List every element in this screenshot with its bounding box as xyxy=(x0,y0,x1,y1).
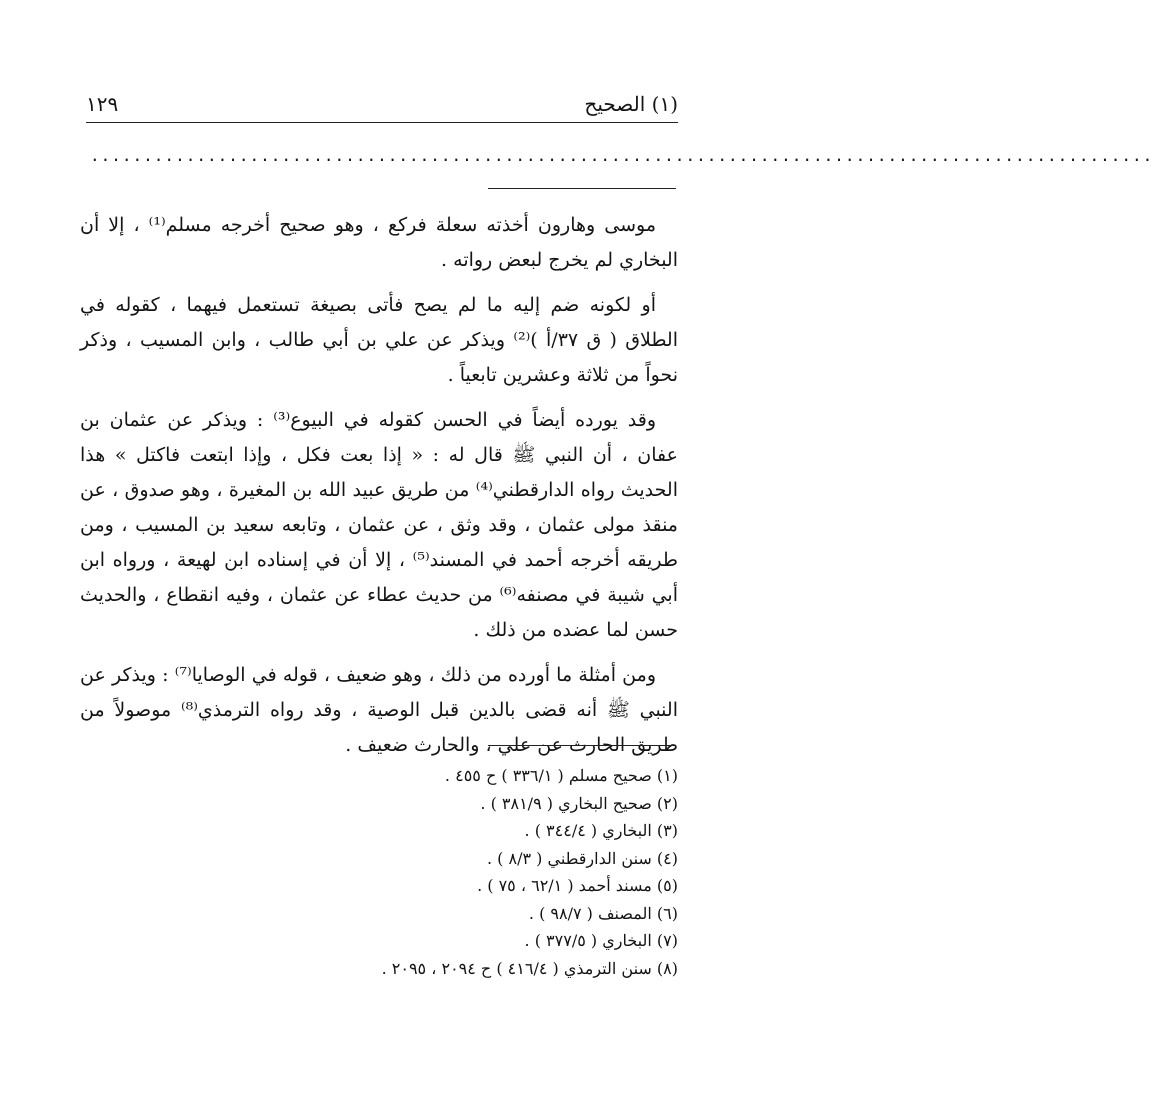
footnote-rule xyxy=(488,745,676,746)
page-number: ١٢٩ xyxy=(86,92,119,116)
paragraph: ومن أمثلة ما أورده من ذلك ، وهو ضعيف ، قوله في الوصايا⁽⁷⁾ : ويذكر عن النبي ﷺ أنه قضى بالدين قبل الوصية ، وقد رواه الترمذي⁽⁸⁾ موصولاً من طريق الحارث عن علي ، والحارث ضعيف . xyxy=(80,664,678,756)
footnote: (٢) صحيح البخاري ( ٣٨١/٩ ) . xyxy=(480,793,678,813)
footnotes xyxy=(178,762,678,982)
footnote: (٧) البخاري ( ٣٧٧/٥ ) . xyxy=(524,931,678,950)
paragraph: وقد يورده أيضاً في الحسن كقوله في البيوع⁽³⁾ : ويذكر عن عثمان بن عفان ، أن النبي ﷺ قال له : « إذا بعت فكل ، وإذا ابتعت فاكتل » هذا الحديث رواه الدارقطني⁽⁴⁾ من طريق عبيد الله بن المغيرة ، وهو صدوق ، عن منقذ مولى عثمان ، وقد وثق ، عن عثمان ، وتابعه سعيد بن المسيب ، ومن طريقه أخرجه أحمد في المسند⁽⁵⁾ ، إلا أن في إسناده ابن لهيعة ، ورواه ابن أبي شيبة في مصنفه⁽⁶⁾ من حديث عطاء عن عثمان ، وفيه انقطاع ، والحديث حسن لما عضده من ذلك . xyxy=(80,409,678,641)
dotted-separator: .................................................................................................... xyxy=(90,146,1153,165)
header-rule xyxy=(86,122,678,123)
running-head xyxy=(86,92,678,122)
footnote: (١) صحيح مسلم ( ٣٣٦/١ ) ح ٤٥٥ . xyxy=(444,766,678,785)
footnote: (٣) البخاري ( ٣٤٤/٤ ) . xyxy=(524,821,678,840)
section-rule xyxy=(488,188,676,189)
paragraph: أو لكونه ضم إليه ما لم يصح فأتى بصيغة تستعمل فيهما ، كقوله في الطلاق ( ق ٣٧/أ )⁽²⁾ ويذكر عن علي بن أبي طالب ، وابن المسيب ، وذكر نحواً من ثلاثة وعشرين تابعياً . xyxy=(80,294,678,386)
footnote: (٨) سنن الترمذي ( ٤١٦/٤ ) ح ٢٠٩٤ ، ٢٠٩٥ . xyxy=(381,958,678,978)
footnote: (٥) مسند أحمد ( ٦٢/١ ، ٧٥ ) . xyxy=(477,876,678,895)
footnote: (٤) سنن الدارقطني ( ٨/٣ ) . xyxy=(487,848,678,868)
chapter-title: (١) الصحيح xyxy=(584,92,678,116)
paragraph: موسى وهارون أخذته سعلة فركع ، وهو صحيح أخرجه مسلم⁽¹⁾ ، إلا أن البخاري لم يخرج لبعض رواته . xyxy=(80,214,678,271)
footnote: (٦) المصنف ( ٩٨/٧ ) . xyxy=(528,903,678,923)
main-text xyxy=(80,208,678,773)
